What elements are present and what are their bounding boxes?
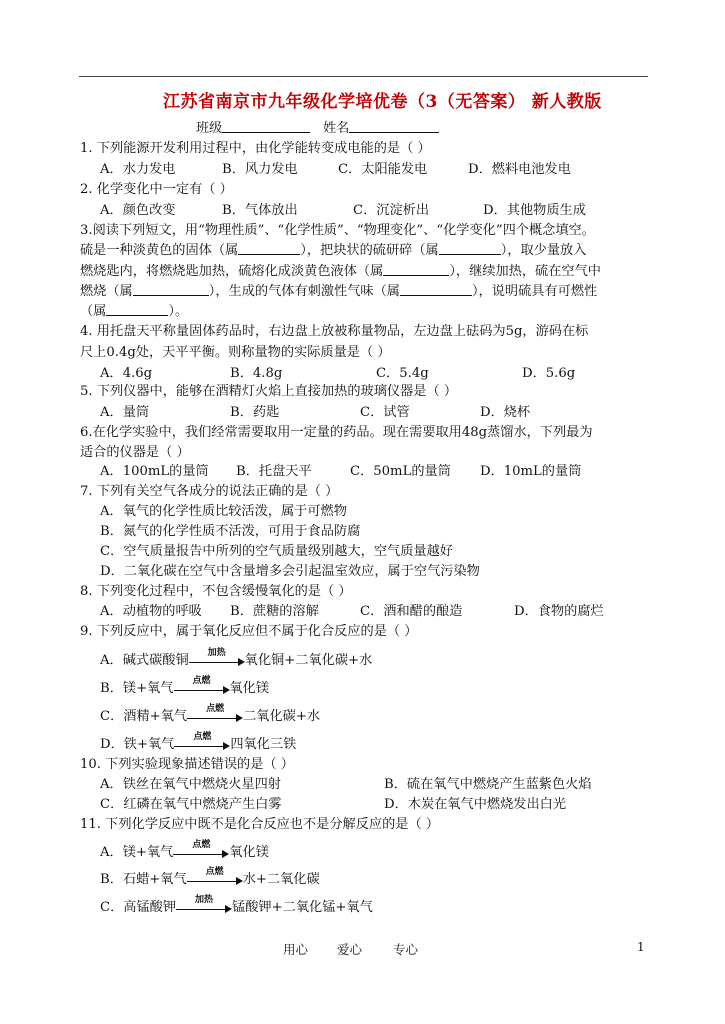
q9-option-b: B．镁+氧气 点燃 氧化镁 bbox=[100, 675, 270, 696]
q6-option-c: C．50mL的量筒 bbox=[350, 464, 451, 479]
q6-option-b: B．托盘天平 bbox=[236, 464, 312, 479]
q11-option-c: C．高锰酸钾 加热 锰酸钾+二氧化锰+氧气 bbox=[100, 894, 373, 915]
q2-option-b: B．气体放出 bbox=[222, 203, 298, 218]
class-blank bbox=[222, 119, 310, 133]
q3-blank-3 bbox=[383, 262, 449, 276]
q2-option-d: D．其他物质生成 bbox=[483, 203, 586, 218]
q1-option-a: A．水力发电 bbox=[100, 162, 176, 177]
q5-option-d: D．烧杯 bbox=[480, 405, 531, 420]
q10-option-a: A．铁丝在氧气中燃烧火星四射 bbox=[100, 777, 281, 792]
q3-blank-1 bbox=[238, 241, 300, 255]
header-rule bbox=[79, 76, 648, 77]
q2-stem: 2. 化学变化中一定有（ ） bbox=[80, 182, 233, 197]
q1-stem: 1. 下列能源开发利用过程中，由化学能转变成电能的是（ ） bbox=[80, 141, 431, 156]
reaction-arrow: 点燃 bbox=[187, 709, 243, 725]
q3-blank-4 bbox=[133, 282, 209, 296]
q4-stem-1: 4. 用托盘天平称量固体药品时，右边盘上放被称量物品，左边盘上砝码为5g，游码在标 bbox=[80, 324, 589, 339]
q10-stem: 10. 下列实验现象描述错误的是（ ） bbox=[80, 757, 294, 772]
q5-option-a: A．量筒 bbox=[100, 405, 150, 420]
q9-option-d: D．铁+氧气 点燃 四氧化三铁 bbox=[100, 731, 297, 752]
q2-option-a: A．颜色改变 bbox=[100, 203, 176, 218]
q3-blank-5 bbox=[400, 282, 472, 296]
q3-blank-6 bbox=[106, 302, 168, 316]
q3-stem: 3.阅读下列短文，用“物理性质”、“化学性质”、“物理变化”、“化学变化”四个概念填空。 bbox=[80, 223, 595, 238]
q5-option-c: C．试管 bbox=[360, 405, 410, 420]
q6-stem-2: 适合的仪器是（ ） bbox=[80, 445, 190, 460]
q3-blank-2 bbox=[439, 241, 501, 255]
reaction-arrow: 点燃 bbox=[187, 872, 243, 888]
reaction-arrow: 点燃 bbox=[174, 737, 230, 753]
q4-option-b: B．4.8g bbox=[230, 366, 283, 381]
reaction-arrow: 加热 bbox=[176, 900, 232, 916]
q1-option-b: B．风力发电 bbox=[222, 162, 298, 177]
q8-option-d: D．食物的腐烂 bbox=[514, 604, 604, 619]
q10-option-c: C．红磷在氧气中燃烧产生白雾 bbox=[100, 797, 282, 812]
q2-option-c: C．沉淀析出 bbox=[353, 203, 430, 218]
q3-line-2: 燃烧匙内，将燃烧匙加热，硫熔化成淡黄色液体（属 ），继续加热，硫在空气中 bbox=[80, 264, 601, 279]
reaction-arrow: 点燃 bbox=[173, 845, 229, 861]
q10-option-b: B．硫在氧气中燃烧产生蓝紫色火焰 bbox=[384, 777, 592, 792]
class-label: 班级 bbox=[196, 121, 223, 136]
q9-option-c: C．酒精+氧气 点燃 二氧化碳+水 bbox=[100, 703, 321, 724]
footer-text-3: 专心 bbox=[393, 942, 419, 957]
student-info bbox=[196, 119, 439, 138]
q7-option-a: A．氧气的化学性质比较活泼，属于可燃物 bbox=[100, 504, 347, 519]
name-blank bbox=[349, 119, 439, 133]
q8-stem: 8. 下列变化过程中，不包含缓慢氧化的是（ ） bbox=[80, 584, 352, 599]
reaction-arrow: 加热 bbox=[189, 653, 245, 669]
q7-option-c: C．空气质量报告中所列的空气质量级别越大，空气质量越好 bbox=[100, 544, 453, 559]
q3-line-1: 硫是一种淡黄色的固体（属 ），把块状的硫研碎（属 ），取少量放入 bbox=[80, 243, 587, 258]
q3-line-4: （属 ）。 bbox=[80, 304, 189, 319]
q4-option-c: C．5.4g bbox=[376, 366, 429, 381]
name-label: 姓名 bbox=[322, 121, 350, 136]
q4-option-a: A．4.6g bbox=[100, 366, 153, 381]
page-title: 江苏省南京市九年级化学培优卷（3（无答案） 新人教版 bbox=[163, 92, 602, 112]
q6-stem-1: 6.在化学实验中，我们经常需要取用一定量的药品。现在需要取用48g蒸馏水，下列最为 bbox=[80, 425, 593, 440]
q6-option-d: D．10mL的量筒 bbox=[480, 464, 582, 479]
reaction-arrow: 点燃 bbox=[174, 681, 230, 697]
q9-option-a: A．碱式碳酸铜 加热 氧化铜+二氧化碳+水 bbox=[100, 647, 373, 668]
q4-option-d: D．5.6g bbox=[522, 366, 576, 381]
q5-stem: 5. 下列仪器中，能够在酒精灯火焰上直接加热的玻璃仪器是（ ） bbox=[80, 384, 458, 399]
q8-option-b: B．蔗糖的溶解 bbox=[230, 604, 319, 619]
q7-option-b: B．氮气的化学性质不活泼，可用于食品防腐 bbox=[100, 524, 361, 539]
q11-option-b: B．石蜡+氧气 点燃 水+二氧化碳 bbox=[100, 866, 320, 887]
q5-option-b: B．药匙 bbox=[230, 405, 280, 420]
footer-text-2: 爱心 bbox=[337, 942, 363, 957]
q6-option-a: A．100mL的量筒 bbox=[100, 464, 209, 479]
q1-option-d: D．燃料电池发电 bbox=[468, 162, 571, 177]
q11-option-a: A．镁+氧气 点燃 氧化镁 bbox=[100, 839, 269, 860]
q4-stem-2: 尺上0.4g处，天平平衡。则称量物的实际质量是（ ） bbox=[80, 345, 391, 360]
q8-option-c: C．酒和醋的酿造 bbox=[360, 604, 463, 619]
q3-line-3: 燃烧（属 ），生成的气体有刺激性气味（属 ），说明硫具有可燃性 bbox=[80, 284, 598, 299]
page-number: 1 bbox=[637, 940, 645, 954]
q7-stem: 7. 下列有关空气各成分的说法正确的是（ ） bbox=[80, 484, 339, 499]
q8-option-a: A．动植物的呼吸 bbox=[100, 604, 202, 619]
q9-stem: 9. 下列反应中，属于氧化反应但不属于化合反应的是（ ） bbox=[80, 624, 418, 639]
footer-text-1: 用心 bbox=[283, 942, 309, 957]
q10-option-d: D．木炭在氧气中燃烧发出白光 bbox=[384, 797, 567, 812]
q1-option-c: C．太阳能发电 bbox=[338, 162, 428, 177]
q7-option-d: D．二氧化碳在空气中含量增多会引起温室效应，属于空气污染物 bbox=[100, 564, 480, 579]
q11-stem: 11. 下列化学反应中既不是化合反应也不是分解反应的是（ ） bbox=[80, 817, 440, 832]
